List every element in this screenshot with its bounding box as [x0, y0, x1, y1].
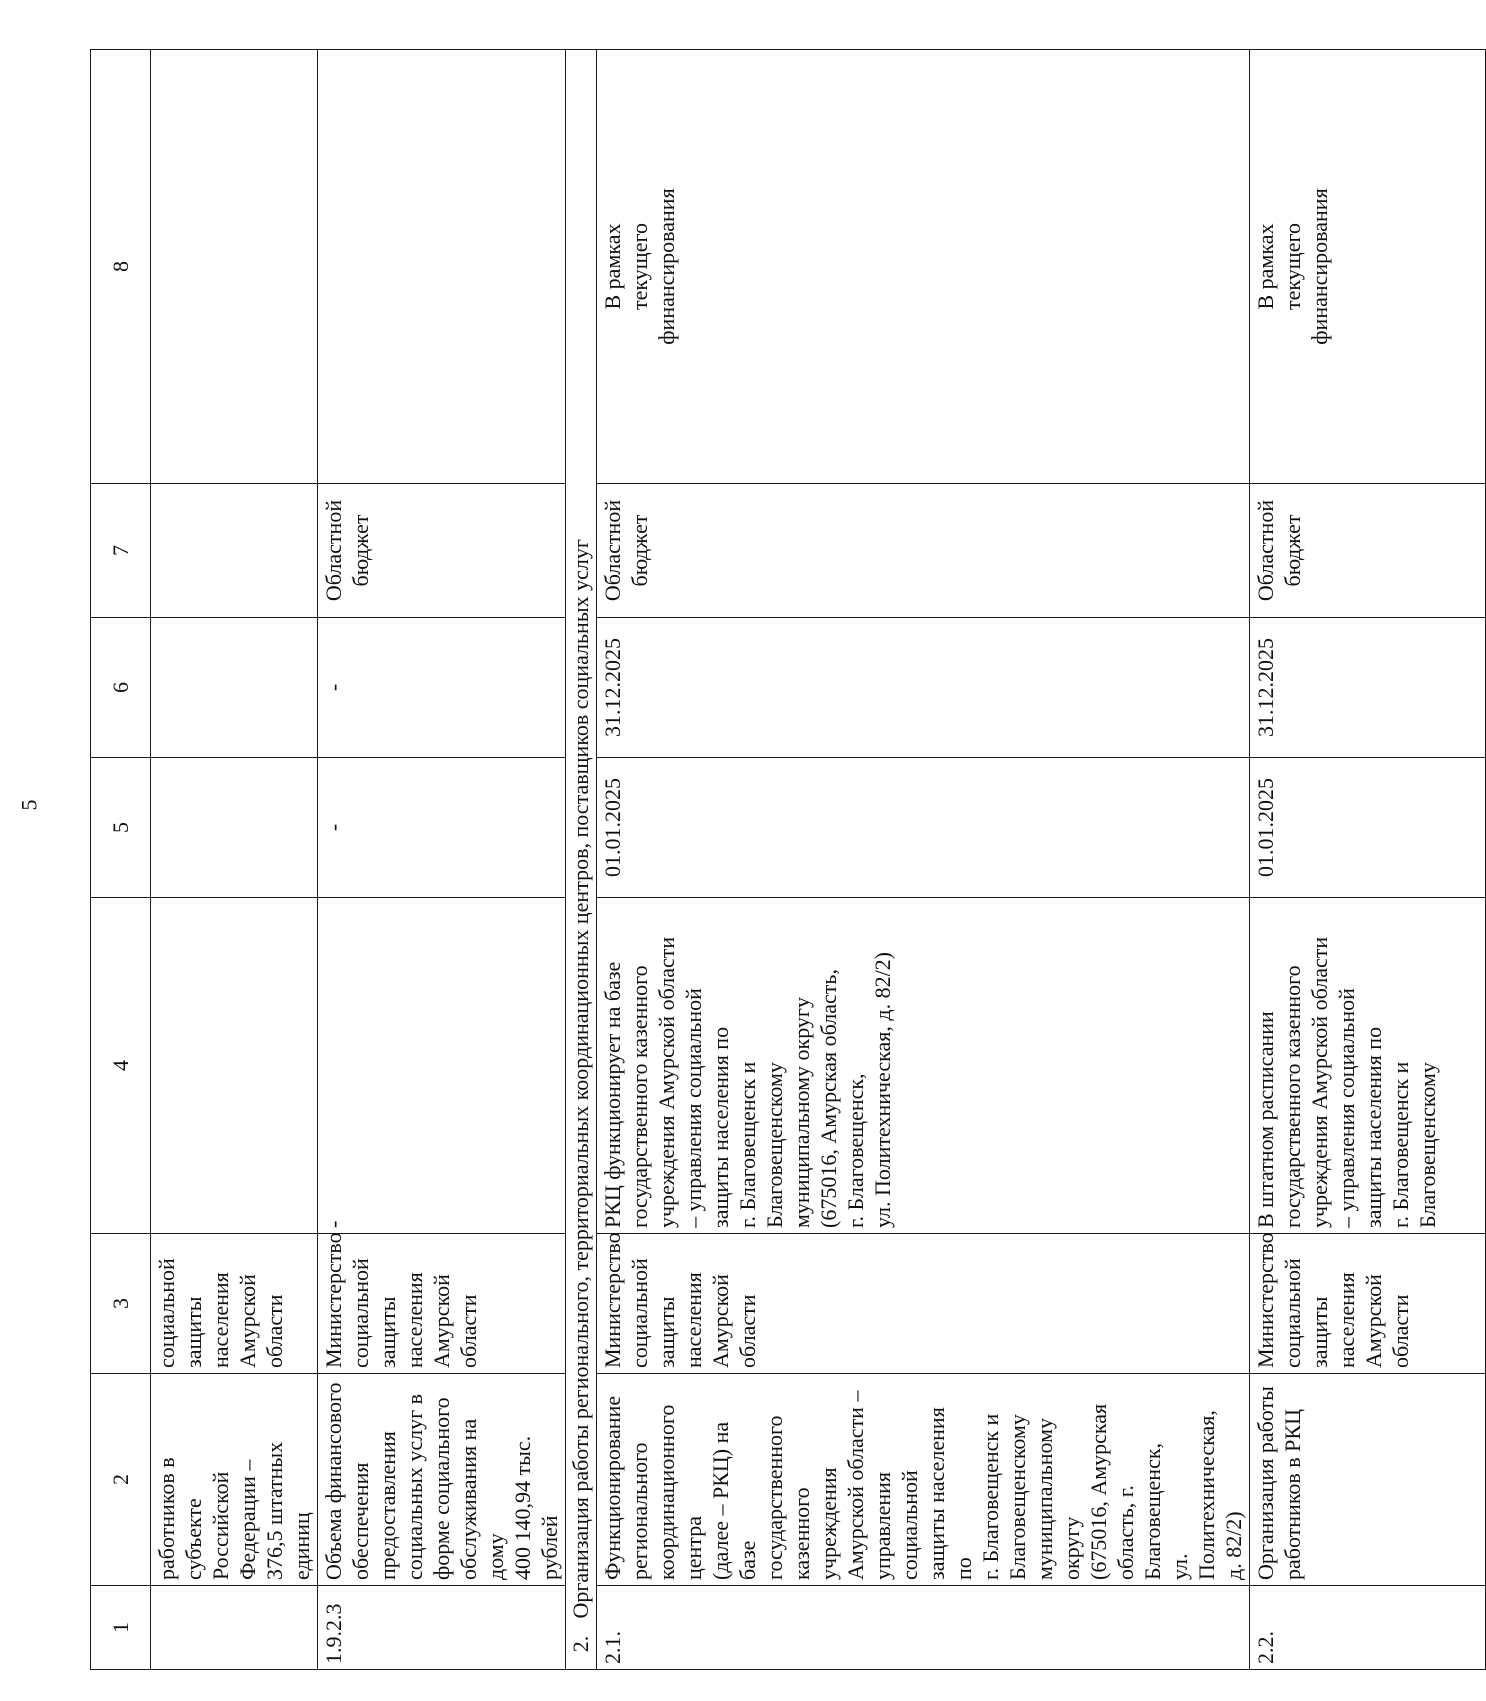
cell-description: - [318, 898, 566, 1234]
cell-funding-amount [151, 50, 318, 484]
header-row [91, 50, 151, 1670]
cell-funding-amount [318, 50, 566, 484]
cell-number: 2.1. [597, 1586, 1250, 1670]
section-row [566, 50, 597, 1670]
cell-responsible: Министерство социальной защиты населения Амурской области [1250, 1234, 1486, 1374]
cell-funding-source: Областной бюджет [597, 484, 1250, 618]
cell-funding-amount: В рамках текущего финансирования [597, 50, 1250, 484]
cell-description [151, 898, 318, 1234]
section-number: 2. [568, 1635, 593, 1653]
plan-table-sheet [90, 50, 1440, 1670]
page-number: 5 [16, 799, 42, 811]
cell-end-date: 31.12.2025 [1250, 618, 1486, 758]
table-row [1250, 50, 1486, 1670]
col-header-4: 4 [91, 898, 151, 1234]
cell-funding-source: Областной бюджет [318, 484, 566, 618]
col-header-1: 1 [91, 1586, 151, 1670]
cell-end-date: 31.12.2025 [597, 618, 1250, 758]
col-header-6: 6 [91, 618, 151, 758]
cell-start-date: 01.01.2025 [1250, 758, 1486, 898]
cell-measure-name: Функционирование регионального координационного центра (далее – РКЦ) на базе государственного казенного учреждения Амурской области – управления социальной защиты населения по г. Благовещенск и Благовещенскому муниципальному округу (675016, Амурская область, г. Благовещенск, ул. Политехническая, д. 82/2) [597, 1374, 1250, 1586]
cell-measure-name: Организация работы работников в РКЦ [1250, 1374, 1486, 1586]
col-header-5: 5 [91, 758, 151, 898]
cell-measure-name: работников в субъекте Российской Федерации – 376,5 штатных единиц [151, 1374, 318, 1586]
section-heading [566, 50, 597, 1670]
table-row [318, 50, 566, 1670]
cell-description: В штатном расписании государственного казенного учреждения Амурской области – управления социальной защиты населения по г. Благовещенск и Благовещенскому [1250, 898, 1486, 1234]
plan-table [90, 49, 1486, 1670]
cell-number [151, 1586, 318, 1670]
cell-responsible: Министерство социальной защиты населения Амурской области [318, 1234, 566, 1374]
col-header-2: 2 [91, 1374, 151, 1586]
col-header-8: 8 [91, 50, 151, 484]
cell-start-date: 01.01.2025 [597, 758, 1250, 898]
cell-description: РКЦ функционирует на базе государственного казенного учреждения Амурской области – управления социальной защиты населения по г. Благовещенск и Благовещенскому муниципальному округу (675016, Амурская область, г. Благовещенск, ул. Политехническая, д. 82/2) [597, 898, 1250, 1234]
cell-number: 2.2. [1250, 1586, 1486, 1670]
cell-measure-name: Объема финансового обеспечения предоставления социальных услуг в форме социального обслуживания на дому 400 140,94 тыс. рублей [318, 1374, 566, 1586]
cell-start-date: - [318, 758, 566, 898]
cell-number: 1.9.2.3 [318, 1586, 566, 1670]
col-header-3: 3 [91, 1234, 151, 1374]
table-row [151, 50, 318, 1670]
cell-end-date [151, 618, 318, 758]
cell-start-date [151, 758, 318, 898]
table-row [597, 50, 1250, 1670]
cell-responsible: социальной защиты населения Амурской области [151, 1234, 318, 1374]
cell-responsible: Министерство социальной защиты населения Амурской области [597, 1234, 1250, 1374]
section-title: Организация работы регионального, территориальных координационных центров, поставщиков социальных услуг [568, 539, 593, 1619]
cell-end-date: - [318, 618, 566, 758]
cell-funding-source: Областной бюджет [1250, 484, 1486, 618]
col-header-7: 7 [91, 484, 151, 618]
cell-funding-source [151, 484, 318, 618]
cell-funding-amount: В рамках текущего финансирования [1250, 50, 1486, 484]
